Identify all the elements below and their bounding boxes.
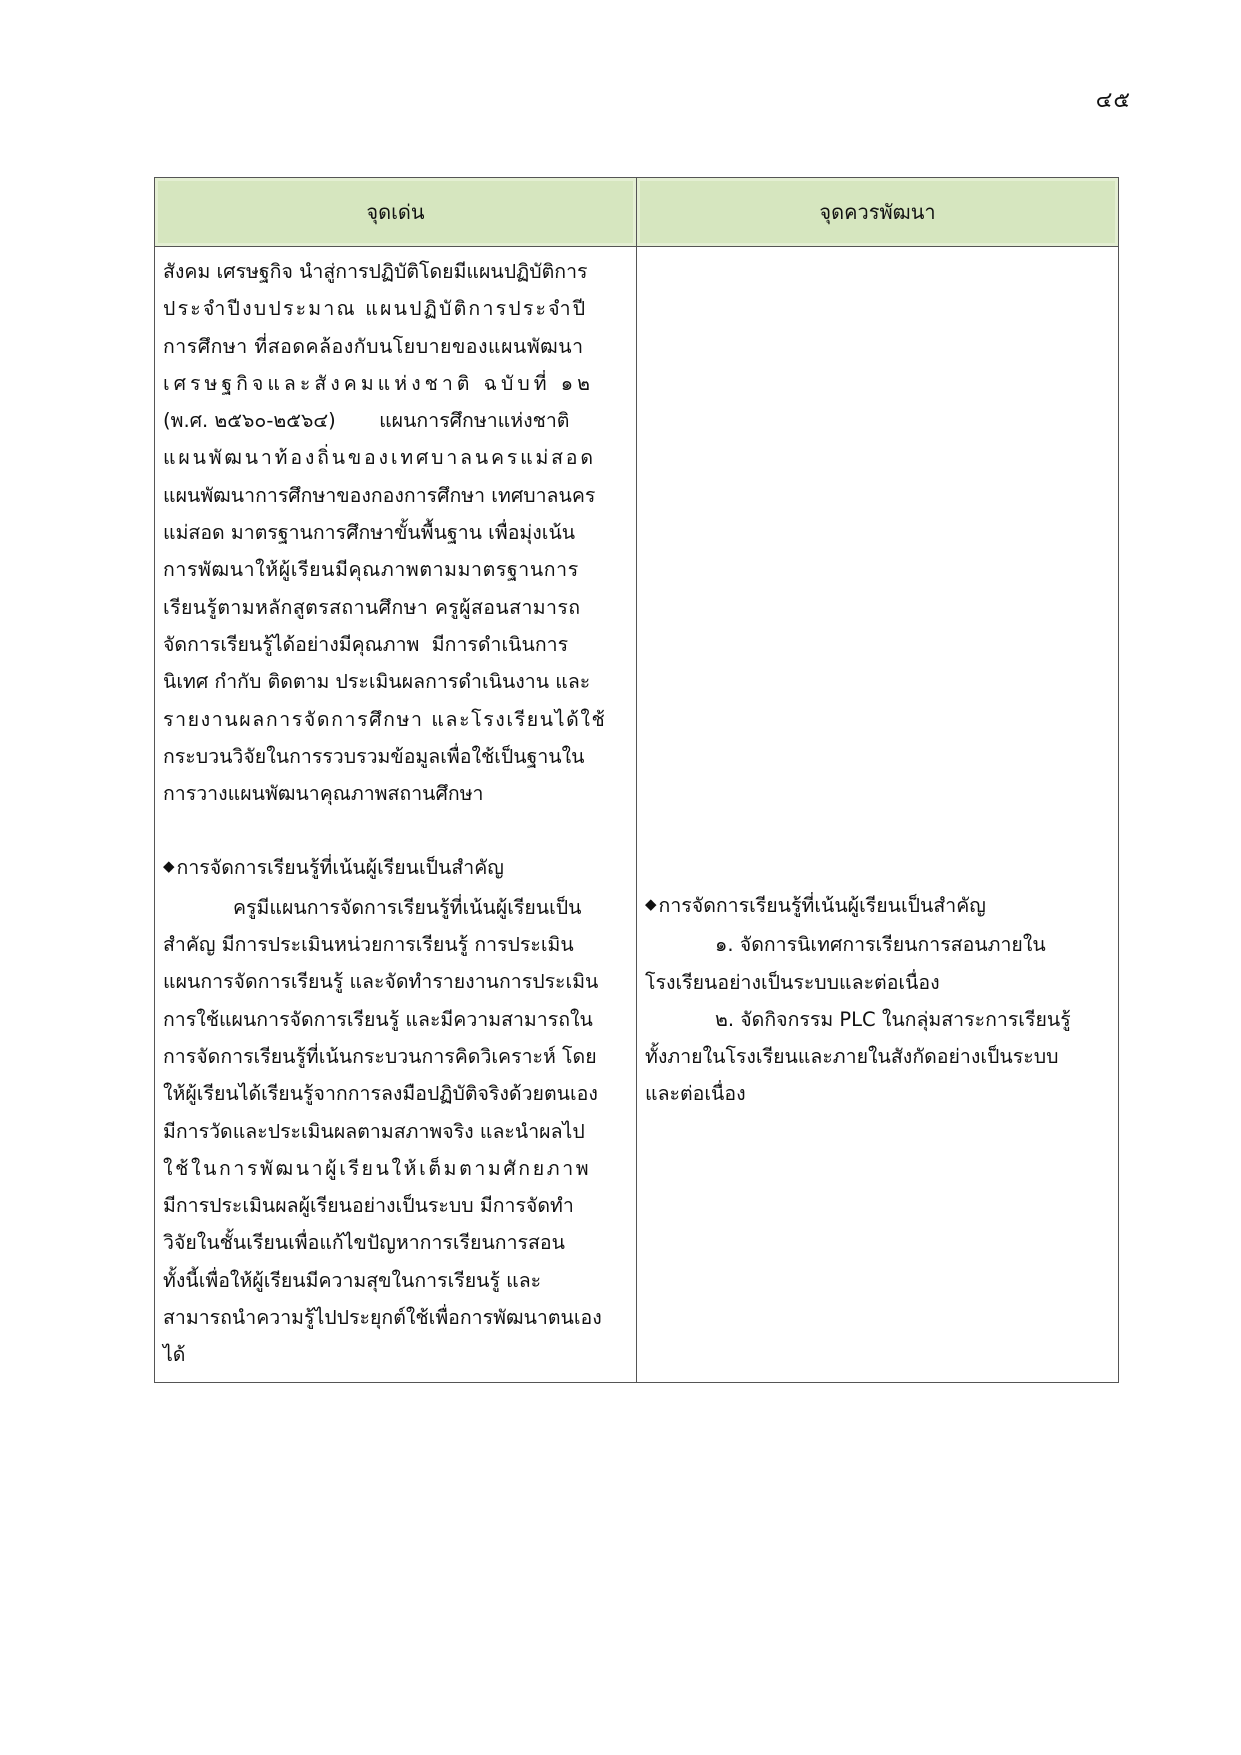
text-line: เรียนรู้ตามหลักสูตรสถานศึกษา ครูผู้สอนสามารถ xyxy=(163,595,581,619)
header-strengths: จุดเด่น xyxy=(155,178,637,247)
strengths-cell xyxy=(155,247,637,1383)
text-line: ทั้งภายในโรงเรียนและภายในสังกัดอย่างเป็นระบบ xyxy=(645,1045,1059,1069)
text-line: ใช้ในการพัฒนาผู้เรียนให้เต็มตามศักยภาพ xyxy=(163,1156,592,1180)
text-line: มีการประเมินผลผู้เรียนอย่างเป็นระบบ มีการจัดทำ xyxy=(163,1194,574,1218)
improvements-cell xyxy=(637,247,1119,1383)
text-line: และต่อเนื่อง xyxy=(645,1082,746,1106)
text-line: แม่สอด มาตรฐานการศึกษาขั้นพื้นฐาน เพื่อมุ่งเน้น xyxy=(163,521,576,545)
text-line: ได้ xyxy=(163,1343,186,1367)
text-line: วิจัยในชั้นเรียนเพื่อแก้ไขปัญหาการเรียนการสอน xyxy=(163,1231,565,1255)
text-line: โรงเรียนอย่างเป็นระบบและต่อเนื่อง xyxy=(645,970,940,994)
text-line: ให้ผู้เรียนได้เรียนรู้จากการลงมือปฏิบัติจริงด้วยตนเอง xyxy=(163,1082,598,1106)
text-line: แผนพัฒนาท้องถิ่นของเทศบาลนครแม่สอด xyxy=(163,446,596,470)
text-line: นิเทศ กำกับ ติดตาม ประเมินผลการดำเนินงาน และ xyxy=(163,670,591,694)
text-line: มีการวัดและประเมินผลตามสภาพจริง และนำผลไป xyxy=(163,1119,585,1143)
text-line: ๒. จัดกิจกรรม PLC ในกลุ่มสาระการเรียนรู้ xyxy=(715,1007,1071,1031)
text-line: การจัดการเรียนรู้ที่เน้นกระบวนการคิดวิเคราะห์ โดย xyxy=(163,1044,597,1068)
section-paragraph xyxy=(163,889,624,1374)
text-line: การใช้แผนการจัดการเรียนรู้ และมีความสามารถใน xyxy=(163,1007,593,1031)
improvement-item-2 xyxy=(645,1001,1106,1113)
section-heading xyxy=(163,849,624,888)
section-heading-label: การจัดการเรียนรู้ที่เน้นผู้เรียนเป็นสำคัญ xyxy=(658,894,986,917)
text-line: การวางแผนพัฒนาคุณภาพสถานศึกษา xyxy=(163,782,484,806)
diamond-bullet-icon: ◆ xyxy=(645,895,657,913)
text-line: ประจำปีงบประมาณ แผนปฏิบัติการประจำปี xyxy=(163,297,588,321)
improvement-item-1 xyxy=(645,926,1106,1001)
text-line: แผนการจัดการเรียนรู้ และจัดทำรายงานการประเมิน xyxy=(163,970,599,994)
page-number: ๔๕ xyxy=(1095,88,1131,113)
text-line: ทั้งนี้เพื่อให้ผู้เรียนมีความสุขในการเรียนรู้ และ xyxy=(163,1268,542,1292)
text-line: สำคัญ มีการประเมินหน่วยการเรียนรู้ การประเมิน xyxy=(163,933,574,957)
section-heading-label: การจัดการเรียนรู้ที่เน้นผู้เรียนเป็นสำคัญ xyxy=(176,856,504,880)
text-line: สังคม เศรษฐกิจ นำสู่การปฏิบัติโดยมีแผนปฏิบัติการ xyxy=(163,260,588,283)
text-line: รายงานผลการจัดการศึกษา และโรงเรียนได้ใช้ xyxy=(163,707,607,731)
table-row xyxy=(155,247,1119,1383)
text-line: เศรษฐกิจและสังคมแห่งชาติ ฉบับที่ ๑๒ xyxy=(163,371,594,395)
text-line: กระบวนวิจัยในการรวบรวมข้อมูลเพื่อใช้เป็นฐานใน xyxy=(163,744,585,768)
text-line: ๑. จัดการนิเทศการเรียนการสอนภายใน xyxy=(715,933,1046,957)
table-header-row xyxy=(155,178,1119,247)
text-line: สามารถนำความรู้ไปประยุกต์ใช้เพื่อการพัฒนาตนเอง xyxy=(163,1306,602,1330)
section-heading xyxy=(645,887,1106,926)
text-line: จัดการเรียนรู้ได้อย่างมีคุณภาพ มีการดำเนินการ xyxy=(163,632,569,656)
intro-paragraph xyxy=(163,253,624,812)
text-line: การศึกษา ที่สอดคล้องกับนโยบายของแผนพัฒนา xyxy=(163,334,584,358)
diamond-bullet-icon: ◆ xyxy=(163,857,175,876)
header-improvements: จุดควรพัฒนา xyxy=(637,178,1119,247)
text-line: แผนพัฒนาการศึกษาของกองการศึกษา เทศบาลนคร xyxy=(163,483,596,507)
text-line: การพัฒนาให้ผู้เรียนมีคุณภาพตามมาตรฐานการ xyxy=(163,558,579,582)
strengths-improvements-table xyxy=(154,177,1119,1383)
text-line: ครูมีแผนการจัดการเรียนรู้ที่เน้นผู้เรียนเป็น xyxy=(233,895,582,919)
text-line: (พ.ศ. ๒๕๖๐-๒๕๖๔) แผนการศึกษาแห่งชาติ xyxy=(163,409,570,433)
